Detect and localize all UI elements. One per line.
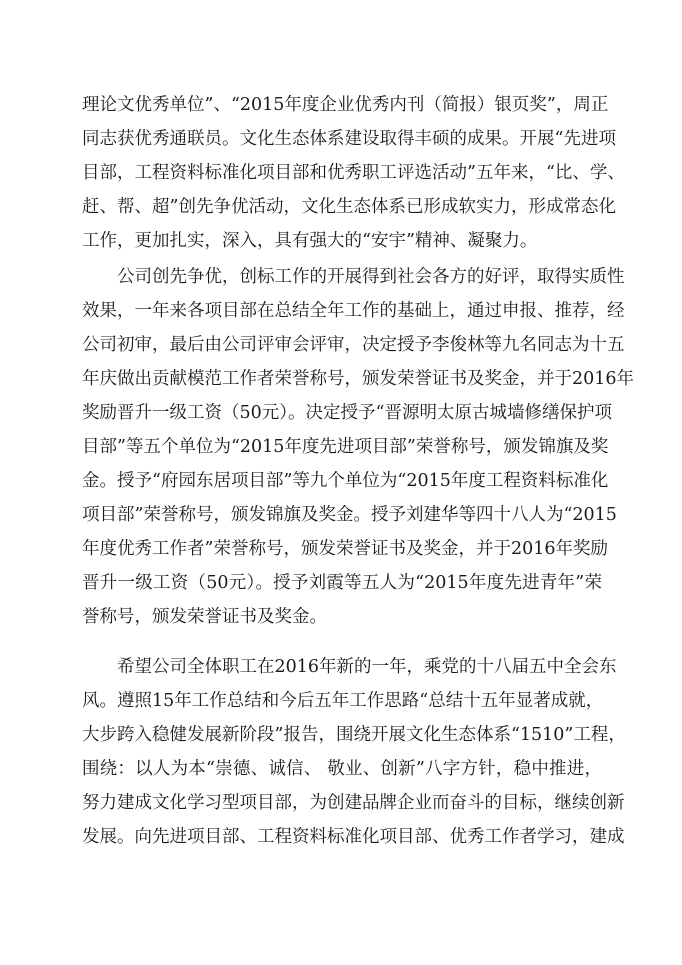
text-line: 公司创先争优，创标工作的开展得到社会各方的好评，取得实质性 — [117, 267, 625, 287]
text-line: 誉称号，颁发荣誉证书及奖金。 — [82, 607, 327, 627]
text-line: 项目部”荣誉称号，颁发锦旗及奖金。授予刘建华等四十八人为“2015 — [82, 505, 617, 525]
text-line: 晋升一级工资（50元）。授予刘霞等五人为“2015年度先进青年”荣 — [82, 573, 602, 593]
text-line: 大步跨入稳健发展新阶段”报告，围绕开展文化生态体系“1510”工程， — [82, 725, 626, 745]
text-line: 同志获优秀通联员。文化生态体系建设取得丰硕的成果。开展“先进项 — [82, 129, 616, 149]
text-line: 年庆做出贡献模范工作者荣誉称号，颁发荣誉证书及奖金，并于2016年 — [82, 369, 635, 389]
text-line: 年度优秀工作者”荣誉称号，颁发荣誉证书及奖金，并于2016年奖励 — [82, 539, 608, 559]
text-line: 理论文优秀单位”、“2015年度企业优秀内刊（简报）银页奖”，周正 — [82, 95, 609, 115]
text-line: 围绕：以人为本“崇德、诚信、 敬业、创新”八字方针，稳中推进， — [82, 759, 602, 779]
text-line: 风。遵照15年工作总结和今后五年工作思路“总结十五年显著成就， — [82, 691, 604, 711]
text-line: 奖励晋升一级工资（50元）。决定授予“晋源明太原古城墙修缮保护项 — [82, 403, 612, 423]
text-line: 目部，工程资料标准化项目部和优秀职工评选活动”五年来，“比、学、 — [82, 163, 625, 183]
text-line: 赶、帮、超”创先争优活动，文化生态体系已形成软实力，形成常态化 — [82, 197, 616, 217]
text-line: 发展。向先进项目部、工程资料标准化项目部、优秀工作者学习，建成 — [82, 827, 625, 847]
text-line: 努力建成文化学习型项目部，为创建品牌企业而奋斗的目标，继续创新 — [82, 793, 625, 813]
text-line: 效果，一年来各项目部在总结全年工作的基础上，通过申报、推荐，经 — [82, 301, 625, 321]
text-line: 目部”等五个单位为“2015年度先进项目部”荣誉称号，颁发锦旗及奖 — [82, 437, 609, 457]
text-line: 金。授予“府园东居项目部”等九个单位为“2015年度工程资料标准化 — [82, 471, 609, 491]
text-line: 工作，更加扎实，深入，具有强大的“安宇”精神、凝聚力。 — [82, 231, 538, 251]
text-line: 希望公司全体职工在2016年新的一年，乘党的十八届五中全会东 — [117, 657, 617, 677]
text-line: 公司初审，最后由公司评审会评审，决定授予李俊林等九名同志为十五 — [82, 335, 625, 355]
